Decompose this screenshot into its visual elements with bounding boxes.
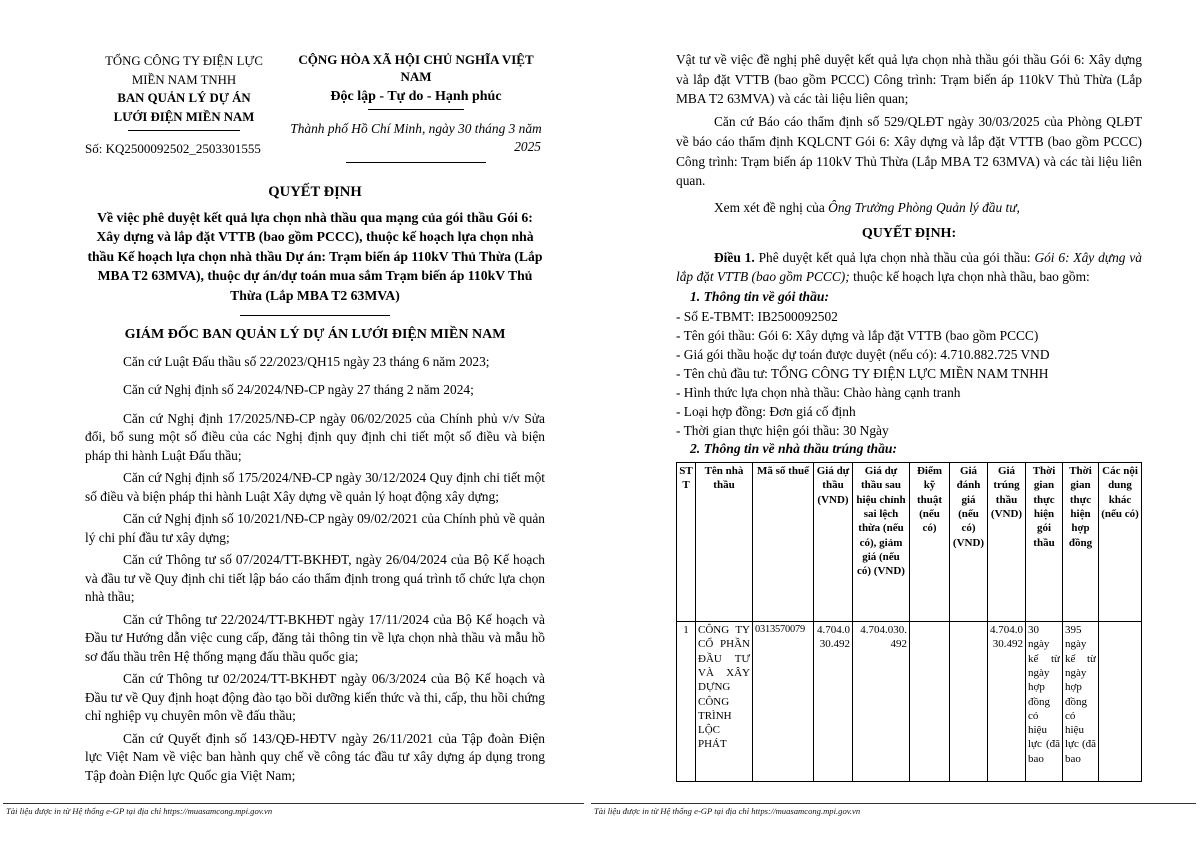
org-line-3: BAN QUẢN LÝ DỰ ÁN [117, 91, 251, 106]
date-year: 2025 [514, 138, 541, 154]
results-table [676, 462, 1142, 782]
recital-paragraph: Căn cứ Luật Đấu thầu số 22/2023/QH15 ngày 23 tháng 6 năm 2023; [123, 353, 490, 369]
package-info-list [676, 307, 1142, 440]
decision-subject: Về việc phê duyệt kết quả lựa chọn nhà thầu qua mạng của gói thầu Gói 6: Xây dựng và lắp đặt VTTB (bao gồm PCCC), thuộc kế hoạch lựa chọn nhà thầu Kế hoạch lựa chọn nhà thầu Dự án: Trạm biến áp 110kV Thủ Thừa (Lắp MBA T2 63MVA), thuộc dự án/dự toán mua sắm Trạm biến áp 110kV Thủ Thừa (Lắp MBA T2 63MVA) [87, 209, 543, 303]
footer-text: Tài liệu được in từ Hệ thống e-GP tại địa chỉ https://muasamcong.mpi.gov.vn [594, 806, 861, 816]
recital-paragraph: Căn cứ Thông tư 02/2024/TT-BKHĐT ngày 06/3/2024 của Bộ Kế hoạch và Đầu tư về Quy định hoạt động đào tạo bồi dưỡng kiến thức và thi, cấp, thu hồi chứng chỉ nghiệp vụ chuyên môn về đấu thầu; [85, 671, 545, 724]
consideration-line [676, 198, 1142, 218]
package-info-item: - Tên gói thầu: Gói 6: Xây dựng và lắp đặt VTTB (bao gồm PCCC) [676, 328, 1039, 344]
table-header-cell: Giá trúng thầu (VND) [988, 463, 1026, 622]
recital-paragraph: Căn cứ Nghị định 17/2025/NĐ-CP ngày 06/02/2025 của Chính phủ v/v Sửa đổi, bổ sung một số điều của các Nghị định quy định chi tiết một số điều và biện pháp thi hành Luật Đấu thầu; [85, 410, 545, 463]
recitals-section [85, 353, 545, 786]
motto-line: Độc lập - Tự do - Hạnh phúc [330, 88, 502, 104]
issuing-authority: GIÁM ĐỐC BAN QUẢN LÝ DỰ ÁN LƯỚI ĐIỆN MIỀN NAM [124, 326, 506, 342]
table-cell-bid-price: 4.704.030.492 [814, 622, 853, 782]
package-info-item: - Thời gian thực hiện gói thầu: 30 Ngày [676, 423, 889, 439]
page-1 [0, 0, 588, 852]
page-1-content [85, 52, 545, 789]
table-cell-contract-duration: 395 ngày kể từ ngày hợp đồng có hiệu lực (đã bao [1063, 622, 1099, 782]
page-footer [591, 803, 1196, 817]
org-divider [128, 130, 240, 131]
table-header-cell: Giá dự thầu (VND) [814, 463, 853, 622]
winner-heading: 2. Thông tin về nhà thầu trúng thầu: [690, 441, 897, 457]
package-info-item: - Loại hợp đồng: Đơn giá cố định [676, 404, 856, 420]
page-footer [3, 803, 584, 817]
date-divider [346, 162, 486, 163]
table-cell-package-duration: 30 ngày kể từ ngày hợp đồng có hiệu lực (đã bao [1026, 622, 1063, 782]
package-info-heading: 1. Thông tin về gói thầu: [690, 289, 829, 305]
page-2-content [676, 50, 1142, 782]
package-info-item: - Hình thức lựa chọn nhà thầu: Chào hàng cạnh tranh [676, 385, 961, 401]
republic-line: CỘNG HÒA XÃ HỘI CHỦ NGHĨA VIỆT NAM [298, 52, 534, 84]
table-header-cell: Thời gian thực hiện gói thầu [1026, 463, 1063, 622]
document-number: Số: KQ2500092502_2503301555 [85, 141, 261, 157]
article-1-tail: thuộc kế hoạch lựa chọn nhà thầu, bao gồm: [849, 269, 1090, 285]
table-row [677, 622, 1142, 782]
table-header-cell: Giá dự thầu sau hiệu chỉnh sai lệch thừa (nếu có), giảm giá (nếu có) (VND) [853, 463, 910, 622]
table-header-cell: Các nội dung khác (nếu có) [1099, 463, 1142, 622]
article-1-italic: Gói 6: Xây dựng và lắp đặt VTTB (bao gồm PCCC); [676, 249, 1142, 285]
table-cell-technical-score [910, 622, 950, 782]
table-cell-winning-price: 4.704.030.492 [988, 622, 1026, 782]
recital-paragraph: Căn cứ Nghị định số 24/2024/NĐ-CP ngày 27 tháng 2 năm 2024; [123, 382, 474, 398]
table-cell-evaluated-price [950, 622, 988, 782]
recital-paragraph: Căn cứ Quyết định số 143/QĐ-HĐTV ngày 26/11/2021 của Tập đoàn Điện lực Việt Nam về việc ban hành quy chế về công tác đầu tư xây dựng áp dụng trong Tập đoàn Điện lực Quốc gia Việt Nam; [85, 730, 545, 783]
org-line-1: TỔNG CÔNG TY ĐIỆN LỰC [105, 54, 263, 68]
recital-paragraph: Căn cứ Thông tư 22/2024/TT-BKHĐT ngày 17/11/2024 của Bộ Kế hoạch và Đầu tư Hướng dẫn việc cung cấp, đăng tải thông tin về lựa chọn nhà thầu và mẫu hồ sơ đấu thầu trên Hệ thống mạng đấu thầu quốc gia; [85, 611, 545, 664]
org-name-block [85, 52, 283, 163]
table-header-cell: Mã số thuế [753, 463, 814, 622]
article-1-body: Phê duyệt kết quả lựa chọn nhà thầu của gói thầu: [754, 249, 1035, 265]
continuation-paragraph: Vật tư về việc đề nghị phê duyệt kết quả lựa chọn nhà thầu gói thầu Gói 6: Xây dựng và lắp đặt VTTB (bao gồm PCCC) Công trình: Trạm biến áp 110kV Thủ Thừa (Lắp MBA T2 63MVA) và các tài liệu liên quan; [676, 52, 1142, 107]
table-header-cell: STT [677, 463, 696, 622]
consideration-italic: Ông Trưởng Phòng Quản lý đầu tư, [828, 199, 1020, 215]
table-header-cell: Điểm kỹ thuật (nếu có) [910, 463, 950, 622]
place-date-line: Thành phố Hồ Chí Minh, ngày 30 tháng 3 năm [290, 120, 542, 136]
document-header [85, 52, 545, 163]
table-cell-other-notes [1099, 622, 1142, 782]
recital-paragraph: Căn cứ Nghị định số 10/2021/NĐ-CP ngày 09/02/2021 của Chính phủ về quản lý chi phí đầu tư xây dựng; [85, 511, 545, 545]
decision-title: QUYẾT ĐỊNH [268, 183, 362, 200]
footer-text: Tài liệu được in từ Hệ thống e-GP tại địa chỉ https://muasamcong.mpi.gov.vn [6, 806, 273, 816]
page-2 [588, 0, 1200, 852]
package-info-item: - Giá gói thầu hoặc dự toán được duyệt (nếu có): 4.710.882.725 VND [676, 347, 1050, 363]
national-motto-block [287, 52, 545, 163]
table-header-cell: Tên nhà thầu [696, 463, 753, 622]
article-1-label: Điều 1. [714, 249, 755, 265]
table-cell-corrected-price: 4.704.030.492 [853, 622, 910, 782]
table-header-cell: Thời gian thực hiện hợp đồng [1063, 463, 1099, 622]
package-info-item: - Tên chủ đầu tư: TỔNG CÔNG TY ĐIỆN LỰC MIỀN NAM TNHH [676, 366, 1049, 382]
org-line-2: MIỀN NAM TNHH [131, 72, 237, 87]
recital-paragraph: Căn cứ Nghị định số 175/2024/NĐ-CP ngày 30/12/2024 Quy định chi tiết một số điều và biện pháp thi hành Luật Xây dựng về quản lý hoạt động xây dựng; [85, 470, 545, 504]
motto-divider [368, 109, 464, 110]
org-line-4: LƯỚI ĐIỆN MIỀN NAM [113, 109, 255, 124]
decision-heading: QUYẾT ĐỊNH: [861, 225, 957, 241]
table-cell-contractor-name: CÔNG TY CỔ PHẦN ĐẦU TƯ VÀ XÂY DỰNG CÔNG TRÌNH LỘC PHÁT [696, 622, 753, 782]
table-cell-stt: 1 [677, 622, 696, 782]
package-info-item: - Số E-TBMT: IB2500092502 [676, 309, 838, 325]
table-header-cell: Giá đánh giá (nếu có) (VND) [950, 463, 988, 622]
table-cell-tax-code: 0313570079 [753, 622, 814, 782]
article-1 [676, 248, 1142, 287]
consideration-lead: Xem xét đề nghị của [714, 199, 829, 215]
table-header-row [677, 463, 1142, 622]
recital-paragraph: Căn cứ Thông tư số 07/2024/TT-BKHĐT, ngày 26/04/2024 của Bộ Kế hoạch và đầu tư về Quy định chi tiết lập báo cáo thẩm định trong quá trình tổ chức lựa chọn nhà thầu; [85, 552, 545, 605]
subject-divider [240, 315, 390, 316]
continuation-paragraph: Căn cứ Báo cáo thẩm định số 529/QLĐT ngày 30/03/2025 của Phòng QLĐT về báo cáo thẩm định KQLCNT Gói 6: Xây dựng và lắp đặt VTTB (bao gồm PCCC) Công trình: Trạm biến áp 110kV Thủ Thừa (Lắp MBA T2 63MVA) và các tài liệu liên quan. [676, 114, 1142, 189]
